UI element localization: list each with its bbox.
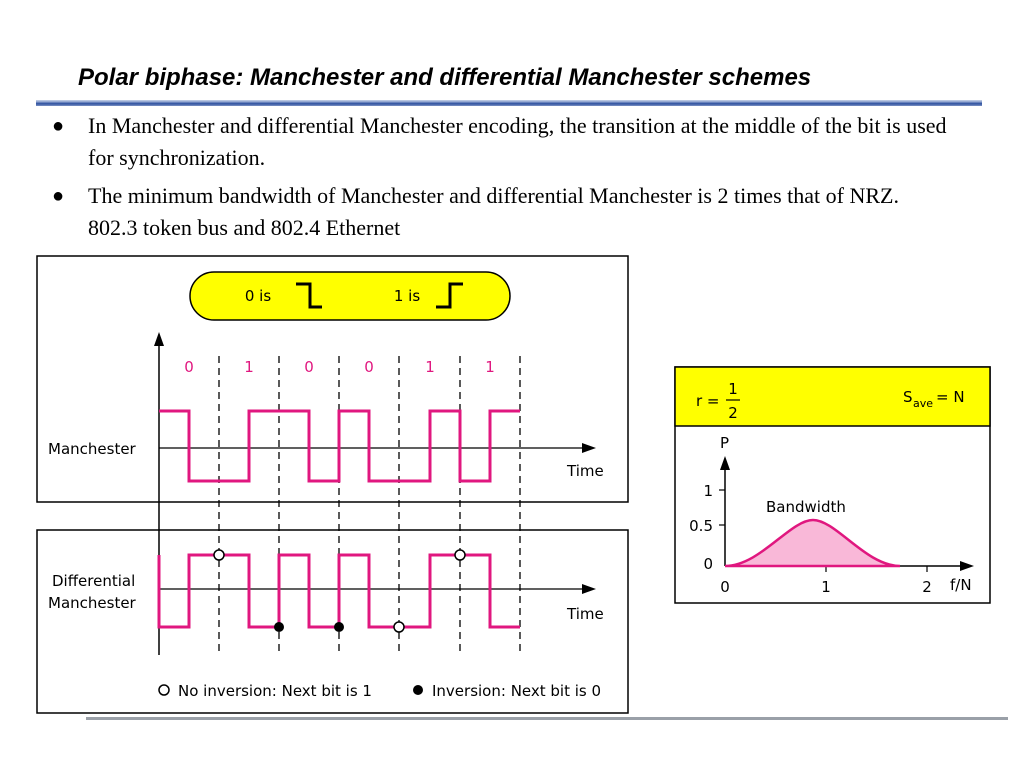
no-inversion-marker	[455, 550, 465, 560]
no-inversion-marker	[394, 622, 404, 632]
differential-time-arrow-icon	[582, 584, 596, 594]
x-tick-label: 0	[720, 578, 730, 596]
inversion-legend: Inversion: Next bit is 0	[432, 682, 602, 700]
s-subscript: ave	[913, 397, 934, 410]
bullet-dot-icon: ●	[52, 115, 65, 137]
inversion-marker	[334, 622, 344, 632]
frequency-axis-label: f/N	[950, 576, 972, 594]
differential-signal	[159, 555, 520, 627]
inversion-marker	[274, 622, 284, 632]
r-label: r =	[696, 392, 720, 410]
footer-divider	[86, 717, 1008, 720]
open-circle-icon	[159, 685, 169, 695]
bit-label: 0	[364, 358, 374, 376]
x-tick-label: 2	[922, 578, 932, 596]
bit-label: 1	[425, 358, 435, 376]
r-numerator: 1	[728, 380, 738, 398]
bit-label: 0	[184, 358, 194, 376]
legend-one-text: 1 is	[393, 287, 421, 305]
manchester-time-label: Time	[567, 462, 604, 480]
bit-label: 1	[485, 358, 495, 376]
legend-pill	[190, 272, 510, 320]
manchester-time-arrow-icon	[582, 443, 596, 453]
no-inversion-marker	[214, 550, 224, 560]
differential-time-label: Time	[567, 605, 604, 623]
bandwidth-figure	[674, 366, 992, 606]
manchester-signal	[159, 411, 520, 481]
differential-label-line1: Differential	[52, 572, 136, 590]
y-tick-label: 0.5	[689, 517, 713, 535]
r-denominator: 2	[728, 404, 738, 422]
no-inversion-legend: No inversion: Next bit is 1	[178, 682, 372, 700]
y-tick-label: 0	[703, 555, 713, 573]
y-tick-label: 1	[703, 482, 713, 500]
filled-circle-icon	[413, 685, 423, 695]
manchester-label: Manchester	[48, 440, 136, 458]
bit-label: 0	[304, 358, 314, 376]
differential-label-line2: Manchester	[48, 594, 136, 612]
s-equals: = N	[936, 388, 965, 406]
x-tick-label: 1	[821, 578, 831, 596]
bit-label: 1	[244, 358, 254, 376]
legend-zero-text: 0 is	[244, 287, 272, 305]
power-axis-label: P	[720, 434, 730, 452]
bandwidth-curve-label: Bandwidth	[766, 498, 846, 516]
bullet-text: The minimum bandwidth of Manchester and differential Manchester is 2 times that of NRZ. 802.3 token bus and 802.4 Ethernet	[88, 183, 899, 240]
vertical-axis-arrow-icon	[154, 332, 164, 346]
slide-title: Polar biphase: Manchester and differential Manchester schemes	[78, 64, 812, 91]
bullet-dot-icon: ●	[52, 185, 65, 207]
bullet-text: In Manchester and differential Manchester encoding, the transition at the middle of the bit is used for synchronization.	[88, 113, 947, 170]
s-label: S	[903, 388, 913, 406]
